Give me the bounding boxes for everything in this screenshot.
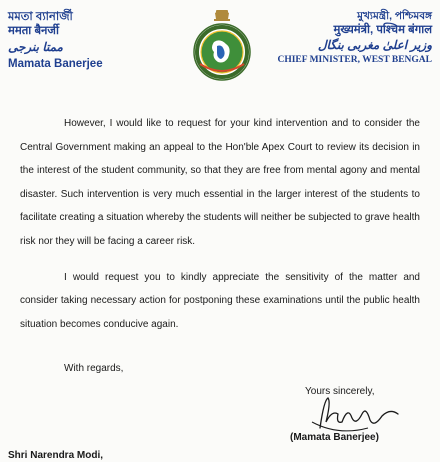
english-name: Mamata Banerjee <box>8 57 103 70</box>
bengali-name: মমতা ব্যানার্জী <box>8 11 73 23</box>
letter-body <box>20 112 420 336</box>
recipient-name: Shri Narendra Modi, <box>8 450 104 461</box>
english-title: CHIEF MINISTER, WEST BENGAL <box>277 54 432 65</box>
letterhead-left <box>8 10 103 71</box>
urdu-name: ممتا بنرجی <box>8 39 63 54</box>
body-paragraph-2: I would request you to kindly appreciate the sensitivity of the matter and consider taking necessary action for postponing these examinations until the public health situation becomes conducive again. <box>20 271 420 330</box>
hindi-title: मुख्यमंत्री, पश्चिम बंगाल <box>333 24 432 37</box>
letterhead-right <box>277 10 432 66</box>
regards-line: With regards, <box>64 363 124 374</box>
body-paragraph-1: However, I would like to request for your kind intervention and to consider the Central Government making an appeal to the Hon'ble Apex Court to review its decision in the interest of the student community, so that they are free from mental agony and mental disaster. Such intervention is very much essential in the larger interest of the students to facilitate creating a situation whereby the students will neither be subjected to grave health risk nor they will be facing a career risk. <box>20 118 420 247</box>
bengali-title: মুখ্যমন্ত্রী, পশ্চিমবঙ্গ <box>357 10 432 22</box>
signatory-name: (Mamata Banerjee) <box>290 432 379 443</box>
closing-line: Yours sincerely, <box>305 386 375 397</box>
urdu-title: وزیر اعلیٰ مغربی بنگال <box>317 37 432 52</box>
hindi-name: ममता बैनर्जी <box>8 25 59 38</box>
west-bengal-emblem-icon <box>190 8 254 82</box>
